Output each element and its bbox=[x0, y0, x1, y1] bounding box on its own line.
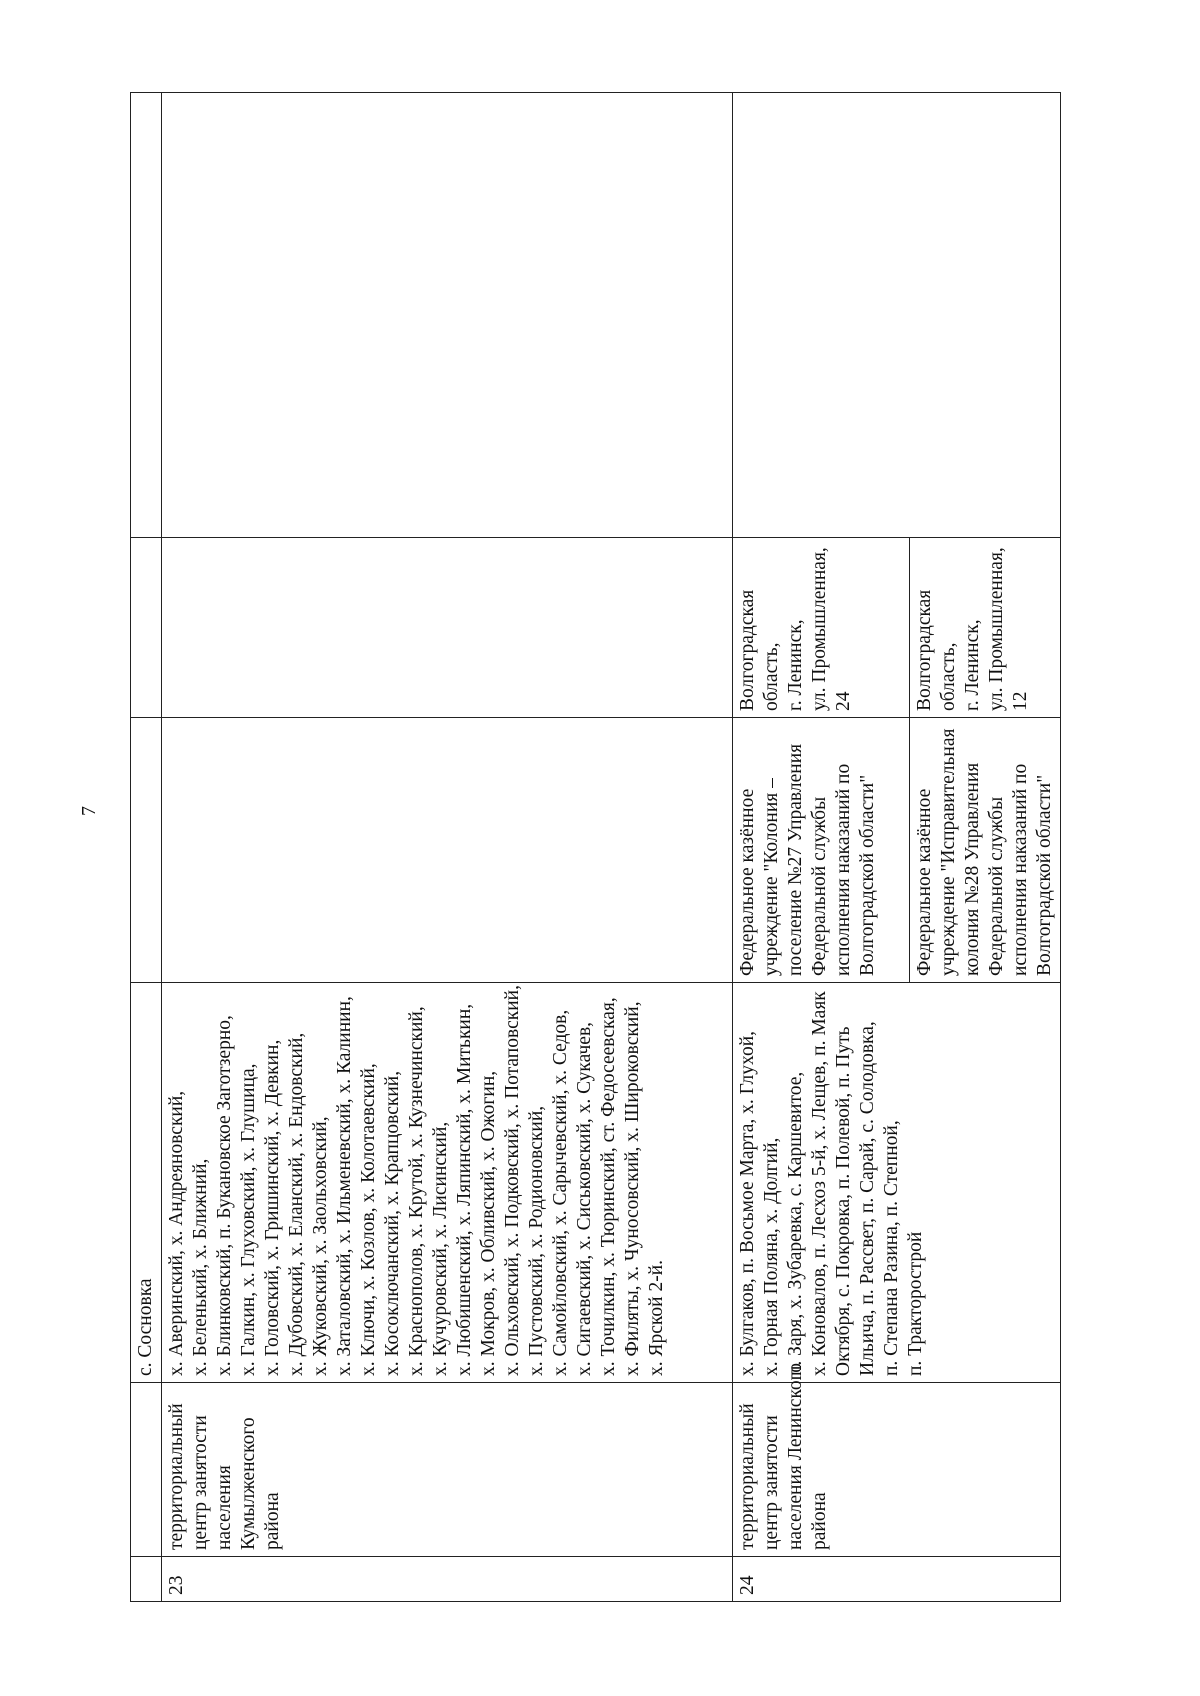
address-cell bbox=[131, 538, 162, 718]
settlement-line: х. Заталовский, х. Ильменевский, х. Калинин, bbox=[334, 996, 355, 1376]
center-line: населения bbox=[214, 1465, 235, 1550]
address-line: г. Ленинск, bbox=[962, 619, 983, 711]
settlement-line: п. Заря, х. Зубаревка, с. Каршевитое, bbox=[785, 1071, 806, 1376]
settlement-line: п. Тракторострой bbox=[905, 1231, 926, 1376]
table-row-23 bbox=[162, 93, 733, 1602]
empty-cell bbox=[162, 93, 733, 538]
center-line: района bbox=[262, 1492, 283, 1550]
address-line: г. Ленинск, bbox=[785, 619, 806, 711]
settlement-line: х. Кучуровский, х. Лисинский, bbox=[430, 1121, 451, 1376]
center-line: территориальный bbox=[737, 1403, 758, 1550]
institution-line: исполнения наказаний по bbox=[833, 763, 854, 976]
employment-center bbox=[162, 1383, 733, 1557]
institutions-cell bbox=[733, 718, 1061, 983]
settlement-line: х. Ключи, х. Козлов, х. Колотаевский, bbox=[358, 1063, 379, 1376]
settlement-line: х. Беленький, х. Ближний, bbox=[190, 1158, 211, 1376]
table-row-continued bbox=[131, 93, 162, 1602]
addresses-cell bbox=[733, 538, 1061, 718]
institution-line: поселение №27 Управления bbox=[785, 743, 806, 976]
employment-center bbox=[733, 1363, 1061, 1557]
institution-cell bbox=[131, 718, 162, 983]
address-line: 24 bbox=[833, 691, 854, 711]
settlement-line: х. Аверинский, х. Андреяновский, bbox=[166, 1090, 187, 1376]
settlement-line: х. Филяты, х. Чуносовский, х. Широковский, bbox=[622, 1001, 643, 1376]
settlements-list bbox=[162, 983, 733, 1383]
institution-line: Федеральной службы bbox=[809, 796, 830, 976]
address-line: область, bbox=[761, 642, 782, 711]
center-line: района bbox=[809, 1492, 830, 1550]
center-line: центр занятости bbox=[190, 1415, 211, 1550]
row-number-text: 24 bbox=[737, 1575, 758, 1595]
address-line: Волгоградская bbox=[737, 589, 758, 711]
settlement-line: х. Мокров, х. Обливский, х. Ожогин, bbox=[478, 1070, 499, 1376]
institution-line: колония №28 Управления bbox=[962, 762, 983, 976]
rotated-page bbox=[20, 20, 1180, 1676]
num-cell bbox=[131, 1557, 162, 1602]
settlement-line: х. Блинковский, п. Букановское Заготзерно, bbox=[214, 1015, 235, 1376]
settlement-text: с. Сосновка bbox=[135, 1278, 156, 1376]
address-line: 12 bbox=[1010, 691, 1031, 711]
center-line: территориальный bbox=[166, 1403, 187, 1550]
settlement-line: х. Ольховский, х. Подковский, х. Потаповский, bbox=[502, 985, 523, 1376]
address-line: ул. Промышленная, bbox=[986, 547, 1007, 711]
center-line: населения Ленинского bbox=[785, 1363, 806, 1550]
row-number bbox=[733, 1557, 1061, 1602]
settlement-line: х. Косоключанский, х. Крапцовский, bbox=[382, 1070, 403, 1376]
settlements-list bbox=[733, 983, 1061, 1383]
institution-line: учреждение "Колония – bbox=[761, 778, 782, 976]
institution-line: Федеральное казённое bbox=[914, 788, 935, 976]
settlement-line: х. Жуковский, х. Заольховский, bbox=[310, 1116, 331, 1376]
settlement-line: х. Краснополов, х. Крутой, х. Кузнечинский, bbox=[406, 1006, 427, 1376]
address-28 bbox=[909, 538, 1036, 717]
institution-line: исполнения наказаний по bbox=[1010, 763, 1031, 976]
institution-line: Федеральной службы bbox=[986, 796, 1007, 976]
institution-line: Волгоградской области" bbox=[1034, 774, 1055, 976]
settlement-line: х. Сигаевский, х. Сиськовский, х. Сукачев, bbox=[574, 1021, 595, 1376]
institution-line: учреждение "Исправительная bbox=[938, 728, 959, 976]
empty-cell bbox=[733, 93, 1061, 538]
institution-28 bbox=[909, 718, 1060, 982]
settlement-line: х. Любишенский, х. Ляпинский, х. Митькин, bbox=[454, 1003, 475, 1376]
institution-cell bbox=[162, 718, 733, 983]
address-27 bbox=[733, 538, 909, 717]
address-line: область, bbox=[938, 642, 959, 711]
settlement-line: х. Самойловский, х. Сарычевский, х. Седов, bbox=[550, 1009, 571, 1376]
center-line: Кумылженского bbox=[238, 1417, 259, 1550]
settlement-line: х. Головский, х. Гришинский, х. Девкин, bbox=[262, 1039, 283, 1376]
institution-line: Федеральное казённое bbox=[737, 788, 758, 976]
address-line: Волгоградская bbox=[914, 589, 935, 711]
settlement-line: х. Галкин, х. Глуховский, х. Глушица, bbox=[238, 1063, 259, 1376]
row-number-text: 23 bbox=[166, 1575, 187, 1595]
settlement-line: Октября, с. Покровка, п. Полевой, п. Путь bbox=[833, 1026, 854, 1376]
center-cell bbox=[131, 1383, 162, 1557]
settlement-line: х. Коновалов, п. Лесхоз 5-й, х. Лещев, п. Маяк bbox=[809, 991, 830, 1376]
institution-line: Волгоградской области" bbox=[857, 774, 878, 976]
center-line: центр занятости bbox=[761, 1415, 782, 1550]
settlement-line: х. Ярской 2-й. bbox=[646, 1259, 667, 1376]
institution-27 bbox=[733, 718, 909, 982]
row-number bbox=[162, 1557, 733, 1602]
address-line: ул. Промышленная, bbox=[809, 547, 830, 711]
settlement-line: п. Степана Разина, п. Степной, bbox=[881, 1120, 902, 1376]
address-cell bbox=[162, 538, 733, 718]
table-row-24 bbox=[733, 93, 1061, 1602]
empty-cell bbox=[131, 93, 162, 538]
settlement-line: х. Дубовский, х. Еланский, х. Ендовский, bbox=[286, 1032, 307, 1376]
settlement-line: х. Горная Поляна, х. Долгий, bbox=[761, 1137, 782, 1376]
settlement-line: х. Пустовский, х. Родионовский, bbox=[526, 1105, 547, 1376]
settlement-line: Ильича, п. Рассвет, п. Сарай, с. Солодовка, bbox=[857, 1021, 878, 1376]
settlement-line: х. Точилкин, х. Тюринский, ст. Федосеевская, bbox=[598, 997, 619, 1376]
settlement-line: х. Булгаков, п. Восьмое Марта, х. Глухой, bbox=[737, 1030, 758, 1376]
institutions-table bbox=[130, 92, 1061, 1602]
settlement-cell bbox=[131, 983, 162, 1383]
page-number: 7 bbox=[78, 806, 100, 816]
